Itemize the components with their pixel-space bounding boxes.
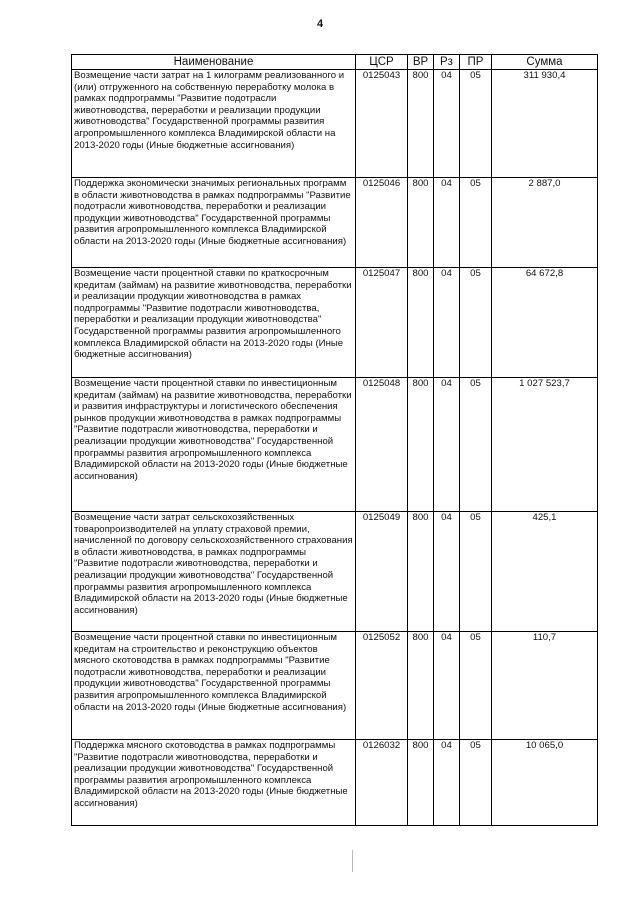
table-row — [72, 740, 598, 826]
row-vr: 800 — [408, 178, 434, 268]
row-code: 0125047 — [356, 268, 408, 378]
row-name: Возмещение части процентной ставки по краткосрочным кредитам (займам) на развитие животноводства, переработки и реализации продукции животноводства в рамках подпрограммы "Развитие подотрасли животноводства, переработки и реализации продукции животноводства" Государственной программы развития агропромышленного комплекса Владимирской области на 2013-2020 годы (Иные бюджетные ассигнования) — [72, 268, 356, 378]
row-code: 0125048 — [356, 378, 408, 512]
table-row — [72, 512, 598, 632]
row-name: Возмещение части затрат на 1 килограмм реализованного и (или) отгруженного на собственную переработку молока в рамках подпрограммы "Развитие подотрасли животноводства, переработки и реализации продукции животноводства" Государственной программы развития агропромышленного комплекса Владимирской области на 2013-2020 годы (Иные бюджетные ассигнования) — [72, 70, 356, 178]
row-name: Возмещение части затрат сельскохозяйственных товаропроизводителей на уплату страховой премии, начисленной по договору сельскохозяйственного страхования в области животноводства, в рамках подпрограммы "Развитие подотрасли животноводства, переработки и реализации продукции животноводства" Государственной программы развития агропромышленного комплекса Владимирской области на 2013-2020 годы (Иные бюджетные ассигнования) — [72, 512, 356, 632]
row-pr: 05 — [460, 268, 492, 378]
row-rz: 04 — [434, 632, 460, 740]
row-vr: 800 — [408, 268, 434, 378]
header-code: ЦСР — [356, 55, 408, 70]
header-pr: ПР — [460, 55, 492, 70]
row-code: 0126032 — [356, 740, 408, 826]
row-pr: 05 — [460, 378, 492, 512]
row-rz: 04 — [434, 740, 460, 826]
row-sum: 10 065,0 — [492, 740, 598, 826]
row-sum: 110,7 — [492, 632, 598, 740]
page-number: 4 — [316, 18, 324, 30]
row-pr: 05 — [460, 632, 492, 740]
table-row — [72, 378, 598, 512]
table-row — [72, 70, 598, 178]
row-vr: 800 — [408, 512, 434, 632]
row-code: 0125046 — [356, 178, 408, 268]
row-rz: 04 — [434, 70, 460, 178]
row-rz: 04 — [434, 378, 460, 512]
row-sum: 1 027 523,7 — [492, 378, 598, 512]
header-rz: Рз — [434, 55, 460, 70]
row-rz: 04 — [434, 178, 460, 268]
row-code: 0125049 — [356, 512, 408, 632]
row-rz: 04 — [434, 512, 460, 632]
row-vr: 800 — [408, 70, 434, 178]
budget-table — [71, 54, 598, 826]
row-name: Возмещение части процентной ставки по инвестиционным кредитам на строительство и реконструкцию объектов мясного скотоводства в рамках подпрограммы "Развитие подотрасли животноводства, переработки и реализации продукции животноводства" Государственной программы развития агропромышленного комплекса Владимирской области на 2013-2020 годы (Иные бюджетные ассигнования) — [72, 632, 356, 740]
row-name: Возмещение части процентной ставки по инвестиционным кредитам (займам) на развитие животноводства, переработки и развития инфраструктуры и логистического обеспечения рынков продукции животноводства в рамках подпрограммы "Развитие подотрасли животноводства, переработки и реализации продукции животноводства" Государственной программы развития агропромышленного комплекса Владимирской области на 2013-2020 годы (Иные бюджетные ассигнования) — [72, 378, 356, 512]
table-header-row — [72, 55, 598, 70]
row-rz: 04 — [434, 268, 460, 378]
row-name: Поддержка мясного скотоводства в рамках подпрограммы "Развитие подотрасли животноводства, переработки и реализации продукции животноводства" Государственной программы развития агропромышленного комплекса Владимирской области на 2013-2020 годы (Иные бюджетные ассигнования) — [72, 740, 356, 826]
row-name: Поддержка экономически значимых региональных программ в области животноводства в рамках подпрограммы "Развитие подотрасли животноводства, переработки и реализации продукции животноводства" Государственной программы развития агропромышленного комплекса Владимирской области на 2013-2020 годы (Иные бюджетные ассигнования) — [72, 178, 356, 268]
header-sum: Сумма — [492, 55, 598, 70]
row-pr: 05 — [460, 178, 492, 268]
row-code: 0125052 — [356, 632, 408, 740]
row-pr: 05 — [460, 70, 492, 178]
scan-mark — [352, 850, 353, 872]
row-sum: 311 930,4 — [492, 70, 598, 178]
row-code: 0125043 — [356, 70, 408, 178]
table-row — [72, 178, 598, 268]
row-vr: 800 — [408, 740, 434, 826]
row-vr: 800 — [408, 378, 434, 512]
row-sum: 2 887,0 — [492, 178, 598, 268]
row-sum: 425,1 — [492, 512, 598, 632]
row-sum: 64 672,8 — [492, 268, 598, 378]
row-pr: 05 — [460, 740, 492, 826]
header-vr: ВР — [408, 55, 434, 70]
row-vr: 800 — [408, 632, 434, 740]
table-row — [72, 632, 598, 740]
row-pr: 05 — [460, 512, 492, 632]
table-row — [72, 268, 598, 378]
header-name: Наименование — [72, 55, 356, 70]
